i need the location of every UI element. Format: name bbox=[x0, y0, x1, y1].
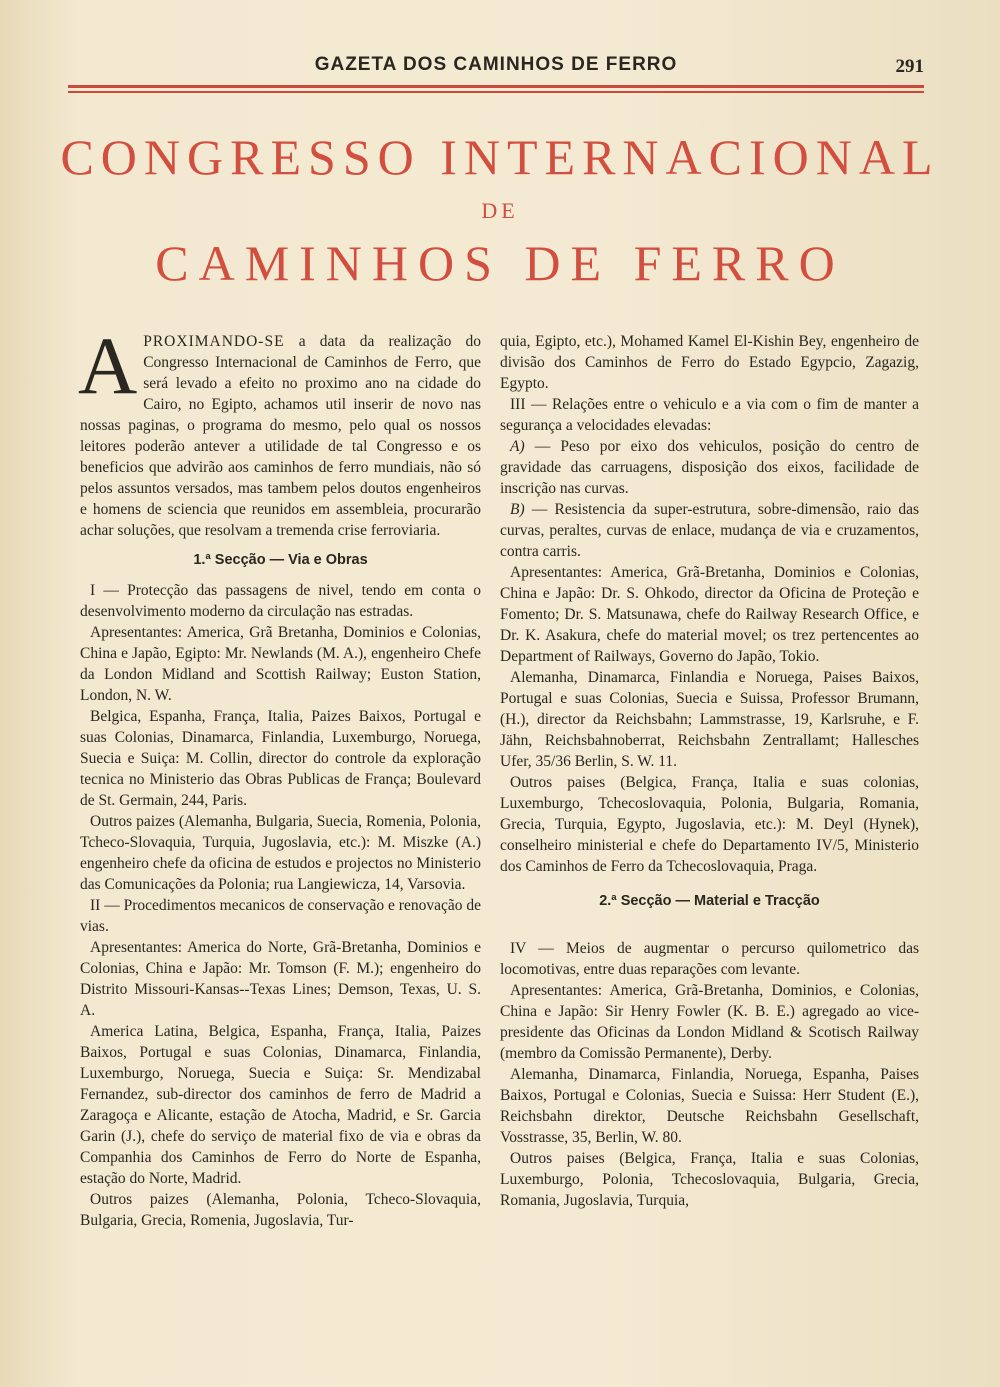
header-rule-bottom bbox=[68, 91, 924, 93]
paragraph: Alemanha, Dinamarca, Finlandia e Noruega, Paises Baixos, Portugal e suas Colonias, Suecia e Suissa, Professor Brumann, (H.), director da Reichsbahn; Lammstrasse, 19, Karlsruhe, e F. Jähn, Reichsbahnoberrat, Reichsbahn Zentrallamt; Hallesches Ufer, 35/36 Berlin, S. W. 11. bbox=[500, 669, 919, 770]
paragraph: Apresentantes: America, Grã-Bretanha, Dominios, e Colonias, China e Japão: Sir Henry Fowler (K. B. E.) agregado ao vice-presidente das Oficinas da London Midland & Scotisch Railway (membro da Comissão Permanente), Derby. bbox=[500, 982, 919, 1062]
left-column bbox=[78, 320, 481, 1231]
article-title-line1: CONGRESSO INTERNACIONAL bbox=[60, 129, 940, 185]
intro-text: a data da realização do Congresso Internacional de Caminhos de Ferro, que será levado a efeito no proximo ano na cidade do Cairo, no Egipto, achamos util inserir de novo nas nossas paginas, o programa do mesmo, pelo qual os nossos leitores poderão antever a utilidade de tal Congresso e os beneficios que advirão aos caminhos de ferro mundiais, não só pelos assuntos versados, mas tambem pelos doutos engenheiros e homens de sciencia que reunidos em assembleia, procurarão achar soluções, que resolvam a tremenda crise ferroviaria. bbox=[80, 333, 481, 539]
paragraph: Apresentantes: America, Grã-Bretanha, Dominios e Colonias, China e Japão: Dr. S. Ohkodo, director da Oficina de Proteção e Fomento; Dr. S. Matsunawa, chefe do Railway Research Office, e Dr. K. Asakura, chefe do material movel; os trez pertencentes ao Department of Railways, Governo do Japão, Tokio. bbox=[500, 564, 919, 665]
paragraph: I — Protecção das passagens de nivel, tendo em conta o desenvolvimento moderno da circulação nas estradas. bbox=[80, 582, 481, 620]
paragraph: Alemanha, Dinamarca, Finlandia, Noruega, Espanha, Paises Baixos, Portugal e Colonias, Suecia e Suissa: Herr Student (E.), Reichsbahn direktor, Deutsche Reichsbahn Gesellschaft, Vosstrasse, 35, Berlin, W. 80. bbox=[500, 1066, 919, 1146]
paragraph: II — Procedimentos mecanicos de conservação e renovação de vias. bbox=[80, 897, 481, 935]
paragraph: Outros paizes (Alemanha, Polonia, Tcheco-Slovaquia, Bulgaria, Grecia, Romenia, Jugoslavia, Tur- bbox=[80, 1191, 481, 1229]
paragraph: Outros paises (Belgica, França, Italia e suas colonias, Luxemburgo, Tchecoslovaquia, Polonia, Bulgaria, Romania, Grecia, Turquia, Egypto, Jugoslavia, etc.): M. Deyl (Hynek), conselheiro ministerial e chefe do Departamento IV/5, Ministerio dos Caminhos de Ferro da Tchecoslovaquia, Praga. bbox=[500, 774, 919, 875]
item-label: B) bbox=[510, 501, 525, 518]
paragraph: America Latina, Belgica, Espanha, França, Italia, Paizes Baixos, Portugal e suas Colonias, Dinamarca, Finlandia, Luxemburgo, Noruega, Suecia e Suiça: Sr. Mendizabal Fernandez, sub-director dos caminhos de ferro de Madrid a Zaragoça e Alicante, estação de Atocha, Madrid, e Sr. Garcia Garin (J.), chefe do serviço de material fixo de via e obras da Companhia dos Caminhos de Ferro do Norte de Espanha, estação do Norte, Madrid. bbox=[80, 1023, 481, 1187]
header-rule-top bbox=[68, 85, 924, 88]
paragraph: Outros paizes (Alemanha, Bulgaria, Suecia, Romenia, Polonia, Tcheco-Slovaquia, Turquia, Jugoslavia, etc.): M. Miszke (A.) engenheiro chefe da oficina de estudos e projectos no Ministerio das Comunicações da Polonia; rua Langiewicza, 14, Varsovia. bbox=[80, 813, 481, 893]
item-label: A) bbox=[510, 438, 525, 455]
section-heading-2: 2.ª Secção — Material e Tracção bbox=[599, 893, 820, 909]
intro-paragraph bbox=[78, 320, 481, 541]
paragraph: IV — Meios de augmentar o percurso quilometrico das locomotivas, entre duas reparações com levante. bbox=[500, 940, 919, 978]
paragraph bbox=[500, 499, 919, 562]
publication-title: GAZETA DOS CAMINHOS DE FERRO bbox=[314, 54, 678, 75]
paragraph: Apresentantes: America do Norte, Grã-Bretanha, Dominios e Colonias, China e Japão: Mr. Tomson (F. M.); engenheiro do Distrito Missouri-Kansas--Texas Lines; Demson, Texas, U. S. A. bbox=[80, 939, 481, 1019]
item-text: — Peso por eixo dos vehiculos, posição do centro de gravidade das carruagens, disposição dos eixos, facilidade de inscrição nas curvas. bbox=[500, 438, 919, 497]
paragraph: III — Relações entre o vehiculo e a via com o fim de manter a segurança a velocidades elevadas: bbox=[500, 396, 919, 434]
right-column bbox=[500, 331, 919, 1211]
running-header bbox=[68, 54, 924, 80]
page-number: 291 bbox=[895, 56, 924, 77]
paragraph bbox=[500, 436, 919, 499]
intro-lead: PROXIMANDO-SE bbox=[143, 333, 285, 350]
article-title-connector: DE bbox=[481, 198, 519, 223]
article-title-line2: CAMINHOS DE FERRO bbox=[155, 235, 845, 291]
section-heading-1: 1.ª Secção — Via e Obras bbox=[193, 552, 368, 568]
paragraph: Belgica, Espanha, França, Italia, Paizes Baixos, Portugal e suas Colonias, Dinamarca, Finlandia, Luxemburgo, Noruega, Suecia e Suiça: M. Collin, director do controle da exploração tecnica no Ministerio das Obras Publicas de França; Boulevard de St. Germain, 244, Paris. bbox=[80, 708, 481, 809]
drop-cap: A bbox=[78, 320, 138, 411]
paragraph: Outros paises (Belgica, França, Italia e suas Colonias, Luxemburgo, Polonia, Tchecoslovaquia, Bulgaria, Grecia, Romania, Jugoslavia, Turquia, bbox=[500, 1150, 919, 1209]
paragraph: Apresentantes: America, Grã Bretanha, Dominios e Colonias, China e Japão, Egipto: Mr. Newlands (M. A.), engenheiro Chefe da London Midland and Scottish Railway; Euston Station, London, N. W. bbox=[80, 624, 481, 704]
paragraph: quia, Egipto, etc.), Mohamed Kamel El-Kishin Bey, engenheiro de divisão dos Caminhos de Ferro do Estado Egypcio, Zagazig, Egypto. bbox=[500, 333, 919, 392]
item-text: — Resistencia da super-estrutura, sobre-dimensão, raio das curvas, peraltes, curvas de enlace, mudança de via e cruzamentos, contra carris. bbox=[500, 501, 919, 560]
